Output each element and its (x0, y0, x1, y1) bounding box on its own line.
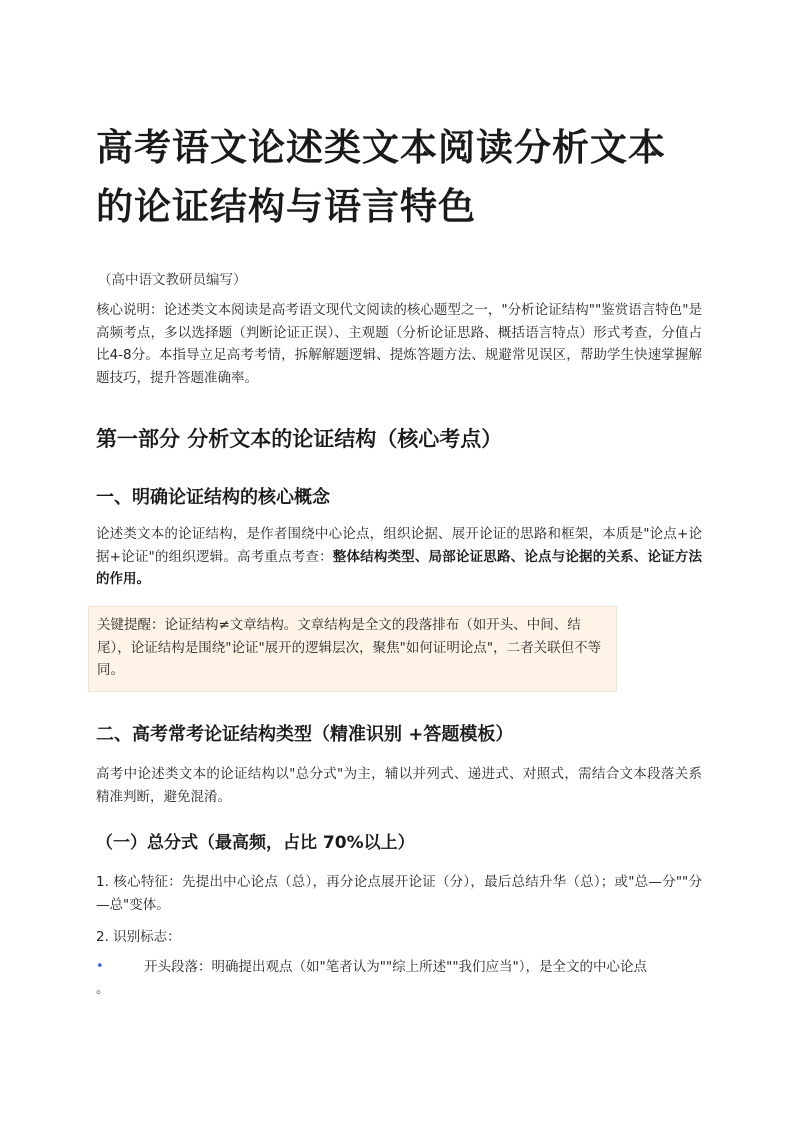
key-reminder-callout (88, 606, 617, 692)
bullet-text: 开头段落：明确提出观点（如"笔者认为""综上所述""我们应当"），是全文的中心论点 (144, 959, 648, 975)
section2-paragraph: 高考中论述类文本的论证结构以"总分式"为主，辅以并列式、递进式、对照式，需结合文本段落关系精准判断，避免混淆。 (96, 766, 702, 805)
bullet-dot-icon: • (96, 959, 104, 974)
callout-text: 关键提醒：论证结构≠文章结构。文章结构是全文的段落排布（如开头、中间、结尾），论证结构是围绕"论证"展开的逻辑层次，聚焦"如何证明论点"，二者关联但不等同。 (97, 617, 602, 678)
section1-bold-text: 整体结构类型、局部论证思路、论点与论据的关系、论证方法的作用。 (96, 548, 702, 587)
core-feature-item: 1. 核心特征：先提出中心论点（总），再分论点展开论证（分），最后总结升华（总）；或"总—分""分—总"变体。 (96, 874, 702, 913)
section1-heading: 一、明确论证结构的核心概念 (96, 487, 330, 508)
section2-heading: 二、高考常考论证结构类型（精准识别 +答题模板） (96, 724, 514, 745)
bullet-tail-punctuation: 。 (96, 981, 110, 997)
section1-text: 论述类文本的论证结构，是作者围绕中心论点，组织论据、展开论证的思路和框架，本质是"论点+论据+论证"的组织逻辑。高考重点考查： (96, 526, 702, 565)
document-title: 高考语文论述类文本阅读分析文本的论证结构与语言特色 (96, 126, 666, 228)
intro-paragraph: 核心说明：论述类文本阅读是高考语文现代文阅读的核心题型之一，"分析论证结构""鉴赏语言特色"是高频考点，多以选择题（判断论证正误）、主观题（分析论证思路、概括语言特点）形式考查，分值占比4-8分。本指导立足高考考情，拆解解题逻辑、提炼答题方法、规避常见误区，帮助学生快速掌握解题技巧，提升答题准确率。 (96, 302, 702, 386)
author-note: （高中语文教研员编写） (98, 272, 247, 288)
identification-mark-item: 2. 识别标志： (96, 929, 181, 945)
subsection1-heading: （一）总分式（最高频，占比 70%以上） (96, 833, 415, 853)
section1-paragraph (96, 523, 702, 591)
part1-heading: 第一部分 分析文本的论证结构（核心考点） (96, 427, 503, 451)
